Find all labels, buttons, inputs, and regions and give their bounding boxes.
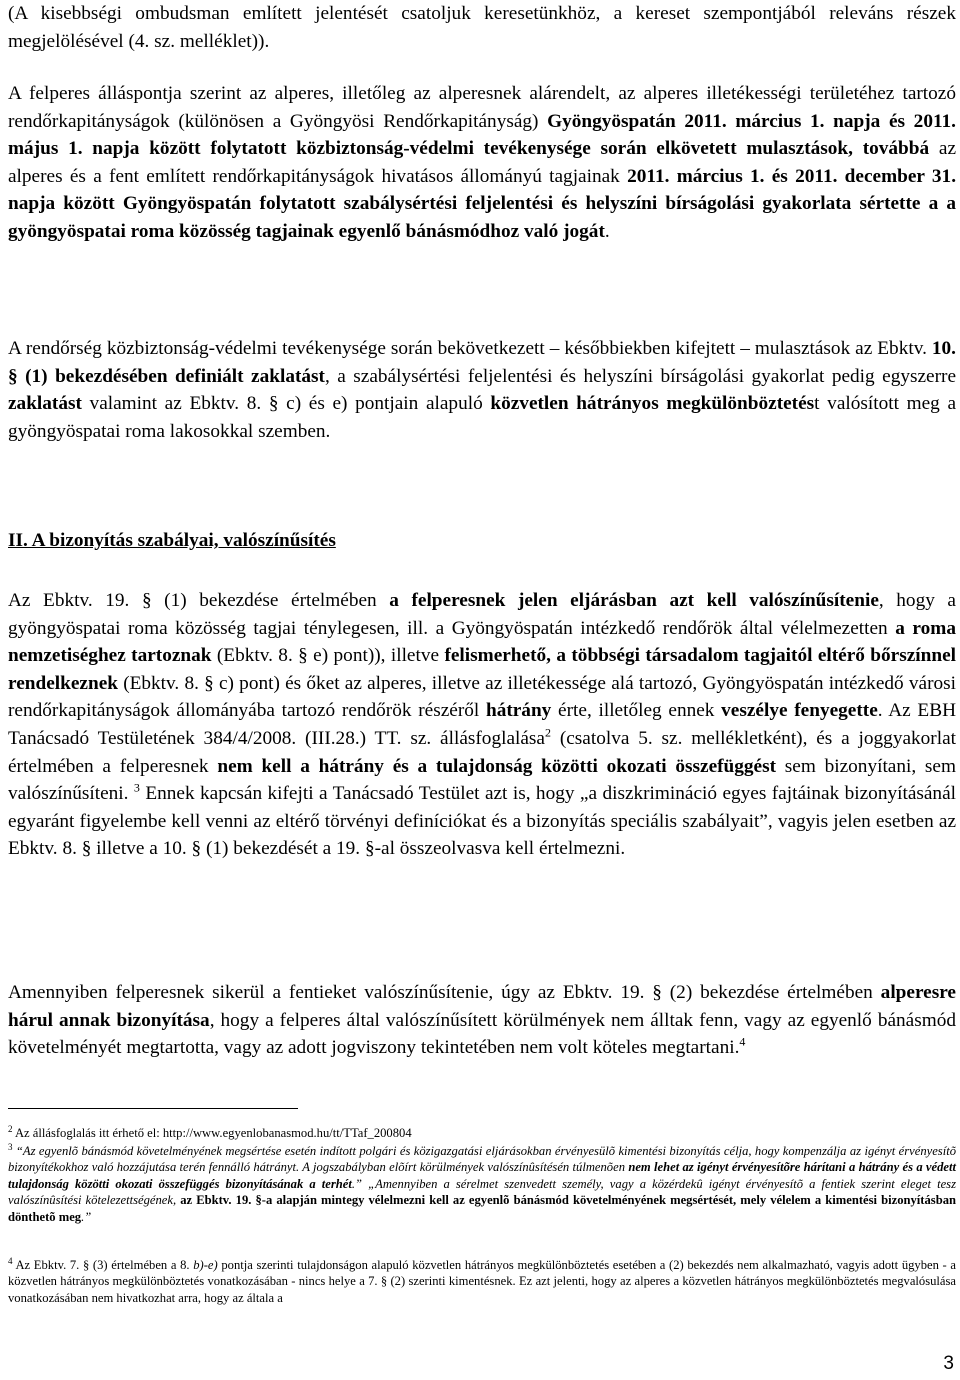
paragraph-burden-of-proof (8, 587, 956, 863)
footnote-italic-text: b)-e) (193, 1258, 218, 1272)
text-run: (csatolva 5. sz. mellékletként), és a joggyakorlat értelmében a felperesnek (8, 727, 956, 777)
footnote-text: .” „Amennyiben a sérelmet szenvedett személy, vagy a közérdekû igényt érvényesítõ a fentiek szerint eleget tesz valószínûsítési kötelezettségének, (8, 1176, 956, 1208)
text-run: . Az EBH Tanácsadó Testületének 384/4/2008. (III.28.) TT. sz. állásfoglalása (8, 700, 956, 749)
footnote-text: .” (81, 1209, 92, 1224)
paragraph-plaintiff-position (8, 80, 956, 246)
footnote-ref[interactable]: 3 (133, 780, 140, 795)
bold-text: veszélye fenyegette (721, 700, 878, 722)
text-run: (Ebktv. 8. § c) pont) és őket az alperes, illetve az illetékessége alá tartozó, Gyöngyöspatán intézkedő városi rendőrkapitányságok állományába tartozó rendőrök részéről (8, 672, 956, 722)
bold-text: közvetlen hátrányos megkülönböztetés (490, 393, 815, 415)
text-run: t valósított meg a gyöngyöspatai roma lakosokkal szemben. (8, 393, 957, 442)
bold-text: hátrány (485, 700, 552, 722)
text-run: Amennyiben felperesnek sikerül a fentieket valószínűsítenie, úgy az Ebktv. 19. § (2) bekezdése értelmében (8, 982, 881, 1003)
bold-text: a roma nemzetiséghez tartoznak (8, 617, 956, 667)
section-heading: II. A bizonyítás szabályai, valószínűsítés (8, 530, 336, 551)
bold-text: alperesre hárul annak bizonyítása (8, 982, 956, 1031)
footnote-2 (8, 1125, 956, 1141)
bold-text: a felperesnek jelen eljárásban azt kell valószínűsítenie (389, 590, 879, 611)
text-run: A rendőrség közbiztonság-védelmi tevékenysége során bekövetkezett – későbbiekben kifejtett – mulasztások az Ebktv. (8, 338, 932, 359)
text-run: valamint az Ebktv. 8. § c) és e) pontjain alapuló (81, 393, 491, 415)
footnote-text: pontja szerinti tulajdonságon alapuló közvetlen hátrányos megkülönböztetés esetében a (2) bekezdés nem alkalmazható, vagyis adott ügyben - a közvetlen hátrányos megkülönböztetés vonatkozásában - nincs helye a 7. § (2) szerinti kimentésnek. Ez azt jelenti, hogy az alperes a közvetlen hátrányos megkülönböztetés megvalósulása vonatkozásában nem hivatkozhat arra, hogy az általa a (8, 1258, 956, 1305)
paragraph-attachment-note (8, 0, 956, 55)
footnote-ref[interactable]: 2 (544, 725, 551, 740)
footnote-bold-text: az Ebktv. 19. §-a alapján mintegy vélelmezni kell az egyenlõ bánásmód követelményének megsértését, mely vélelem a kimentési bizonyításban dönthetõ meg (8, 1193, 956, 1224)
text-run: Ennek kapcsán kifejti a Tanácsadó Testület azt is, hogy „a diszkrimináció egyes fajtáinak bizonyításánál egyaránt figyelembe kell venni az eltérő törvényi definíciókat és a bizonyítás speciális szabályait”, vagyis jelen esetben az Ebktv. 8. § illetve a 10. § (1) bekezdését a 19. §-al összeolvasva kell értelmezni. (8, 783, 956, 860)
bold-text: zaklatást (8, 393, 82, 415)
footnote-separator (8, 1108, 298, 1109)
footnote-4 (8, 1257, 956, 1306)
bold-text: felismerhető, a többségi társadalom tagjaitól eltérő bőrszínnel rendelkeznek (8, 645, 956, 694)
text-run: (Ebktv. 8. § e) pont)), illetve (211, 645, 445, 667)
footnote-number: 3 (8, 1141, 13, 1152)
text-run: A felperes álláspontja szerint az alperes, illetőleg az alperesnek alárendelt, az alperes illetékességi területéhez tartozó rendőrkapitányságok (különösen a Gyöngyösi Rendőrkapitányság) (8, 83, 956, 132)
footnote-3 (8, 1143, 956, 1225)
footnote-text: “Az egyenlõ bánásmód követelményének megsértése esetén indított polgári és közigazgatási eljárásokban érvényesülõ kimentési bizonyítás célja, hogy kompenzálja az igényt érvényesítõ bizonyítékokhoz való hozzájutása terén fennálló hátrányt. A jogszabályban elõírt körülmények valószínûsítésén túlmenõen (8, 1144, 956, 1175)
footnote-text: Az állásfoglalás itt érhető el: http://www.egyenlobanasmod.hu/tt/TTaf_200804 (12, 1126, 412, 1140)
text-run: , hogy a felperes által valószínűsített körülmények nem álltak fenn, vagy az egyenlő bánásmód követelményét megtartotta, vagy az adott jogviszony tekintetében nem volt köteles megtartani. (8, 1009, 956, 1059)
bold-text: 10. § (1) bekezdésében definiált zaklatást (8, 338, 956, 387)
footnote-number: 4 (8, 1255, 13, 1266)
text-run: (A kisebbségi ombudsman említett jelentését csatoljuk keresetünkhöz, a kereset szempontjából releváns részek megjelölésével (4. sz. melléklet)). (8, 3, 956, 52)
page-number: 3 (943, 1353, 954, 1374)
footnote-text: Az Ebktv. 7. § (3) értelmében a 8. (12, 1258, 194, 1272)
bold-text: 2011. március 1. és 2011. december 31. napja között Gyöngyöspatán folytatott szabálysértési feljelentési és helyszíni bírságolási gyakorlata sértette a a gyöngyöspatai roma közösség tagjainak egyenlő bánásmódhoz való jogát (8, 165, 957, 242)
text-run: érte, illetőleg ennek (551, 700, 722, 722)
footnote-number: 2 (8, 1123, 13, 1134)
text-run: az alperes és a fent említett rendőrkapitányságok hivatásos állományú tagjainak (8, 138, 957, 187)
text-run: , a szabálysértési feljelentési és helyszíni bírságolási gyakorlat pedig egyszerre (324, 365, 956, 387)
text-run: sem bizonyítani, sem valószínűsíteni. (8, 755, 956, 805)
bold-text: nem kell a hátrány és a tulajdonság közötti okozati összefüggést (217, 755, 777, 777)
footnote-ref[interactable]: 4 (739, 1034, 746, 1049)
bold-text: Gyöngyöspatán 2011. március 1. napja és 2011. május 1. napja között folytatott közbiztonság-védelmi tevékenysége során elkövetett mulasztások, továbbá (8, 110, 956, 160)
paragraph-defendant-burden (8, 979, 956, 1062)
paragraph-police-omissions (8, 335, 956, 445)
text-run: . (604, 220, 610, 242)
text-run: Az Ebktv. 19. § (1) bekezdése értelmében (8, 590, 390, 611)
text-run: , hogy a gyöngyöspatai roma közösség tagjai ténylegesen, ill. a Gyöngyöspatán intézkedő rendőrök által vélelmezetten (8, 590, 956, 639)
footnote-bold-text: nem lehet az igényt érvényesítõre hárítani a hátrány és a védett tulajdonság közötti okozati összefüggés bizonyításának a terhét (8, 1160, 956, 1191)
